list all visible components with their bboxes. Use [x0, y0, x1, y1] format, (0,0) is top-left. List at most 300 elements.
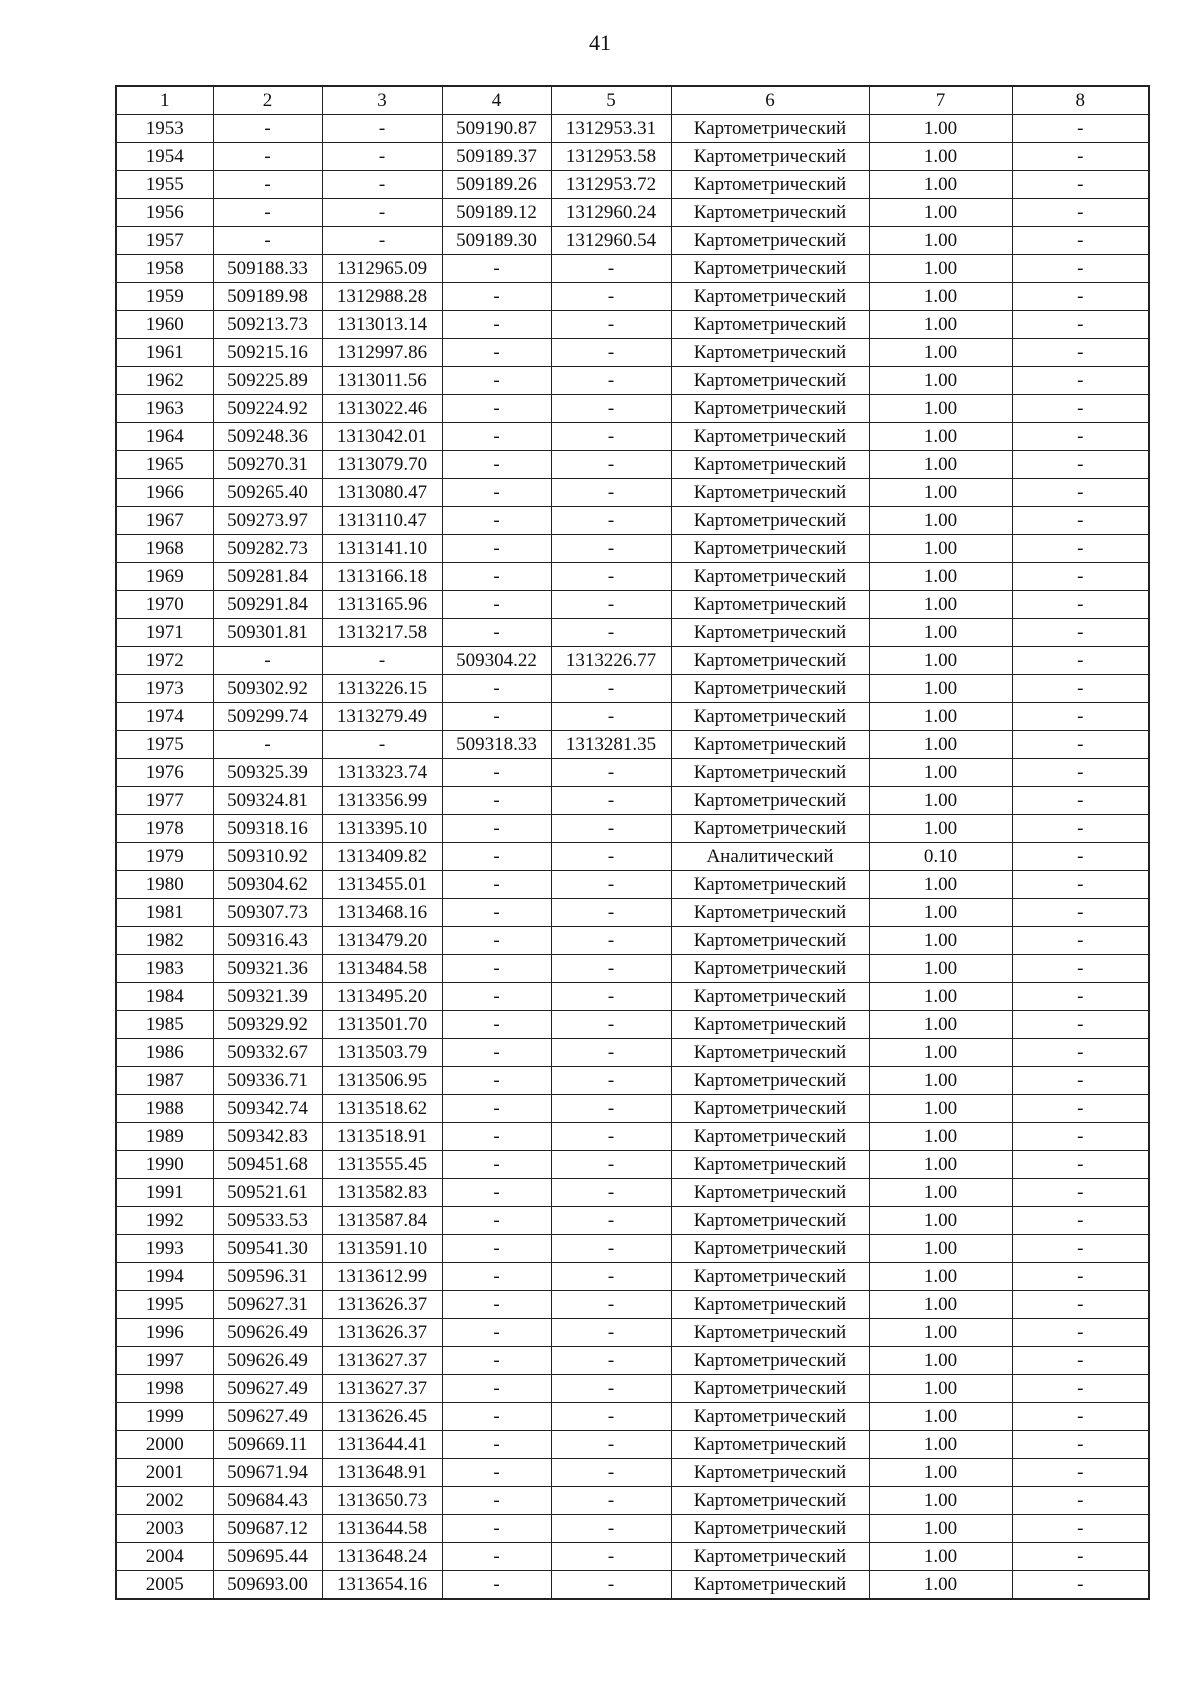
table-cell: -	[551, 283, 671, 311]
table-cell: 1312997.86	[322, 339, 442, 367]
table-cell: 1.00	[869, 731, 1012, 759]
table-cell: -	[442, 283, 551, 311]
table-cell: -	[551, 1319, 671, 1347]
table-cell: 1313323.74	[322, 759, 442, 787]
table-row	[116, 143, 1149, 171]
table-cell: 1313654.16	[322, 1571, 442, 1600]
table-cell: 1313141.10	[322, 535, 442, 563]
table-cell: 1980	[116, 871, 213, 899]
table-row	[116, 339, 1149, 367]
table-cell: 1313582.83	[322, 1179, 442, 1207]
table-cell: -	[1012, 983, 1149, 1011]
table-cell: Картометрический	[671, 1123, 869, 1151]
table-cell: Картометрический	[671, 983, 869, 1011]
table-cell: 1313226.15	[322, 675, 442, 703]
table-cell: 1313506.95	[322, 1067, 442, 1095]
table-cell: Картометрический	[671, 227, 869, 255]
table-cell: Картометрический	[671, 1431, 869, 1459]
table-row	[116, 255, 1149, 283]
table-row	[116, 1095, 1149, 1123]
table-cell: -	[551, 591, 671, 619]
table-cell: 509318.16	[213, 815, 322, 843]
table-cell: 0.10	[869, 843, 1012, 871]
table-cell: -	[1012, 339, 1149, 367]
table-cell: 509213.73	[213, 311, 322, 339]
table-cell: 1.00	[869, 115, 1012, 143]
table-cell: -	[442, 899, 551, 927]
table-cell: -	[551, 1123, 671, 1151]
table-cell: -	[551, 1347, 671, 1375]
table-row	[116, 647, 1149, 675]
table-cell: 1999	[116, 1403, 213, 1431]
table-cell: 1961	[116, 339, 213, 367]
table-cell: 1313011.56	[322, 367, 442, 395]
table-cell: 1955	[116, 171, 213, 199]
table-cell: -	[551, 367, 671, 395]
table-cell: 1313626.45	[322, 1403, 442, 1431]
table-cell: -	[442, 1039, 551, 1067]
table-cell: -	[551, 255, 671, 283]
table-cell: 1.00	[869, 591, 1012, 619]
table-cell: 1996	[116, 1319, 213, 1347]
table-cell: -	[1012, 675, 1149, 703]
table-cell: -	[442, 1319, 551, 1347]
table-cell: -	[1012, 451, 1149, 479]
table-cell: 1312960.54	[551, 227, 671, 255]
table-cell: 2002	[116, 1487, 213, 1515]
table-cell: -	[551, 1067, 671, 1095]
table-cell: -	[213, 199, 322, 227]
table-cell: 1313503.79	[322, 1039, 442, 1067]
table-cell: -	[551, 507, 671, 535]
table-cell: 1973	[116, 675, 213, 703]
table-cell: -	[442, 1515, 551, 1543]
table-cell: 1957	[116, 227, 213, 255]
table-cell: -	[442, 1095, 551, 1123]
table-cell: Картометрический	[671, 1263, 869, 1291]
table-cell: 1979	[116, 843, 213, 871]
table-cell: Картометрический	[671, 255, 869, 283]
table-cell: 1313110.47	[322, 507, 442, 535]
table-cell: Картометрический	[671, 619, 869, 647]
table-cell: 509265.40	[213, 479, 322, 507]
table-cell: 1.00	[869, 899, 1012, 927]
table-cell: Картометрический	[671, 647, 869, 675]
table-cell: 509248.36	[213, 423, 322, 451]
column-header: 3	[322, 86, 442, 115]
table-cell: -	[551, 1487, 671, 1515]
table-cell: 1.00	[869, 479, 1012, 507]
table-cell: 1.00	[869, 983, 1012, 1011]
table-cell: 509332.67	[213, 1039, 322, 1067]
table-cell: 2001	[116, 1459, 213, 1487]
header-row	[116, 86, 1149, 115]
table-row	[116, 367, 1149, 395]
table-cell: -	[1012, 1263, 1149, 1291]
table-cell: 1.00	[869, 1151, 1012, 1179]
table-cell: 1313627.37	[322, 1375, 442, 1403]
table-row	[116, 1515, 1149, 1543]
table-cell: Картометрический	[671, 115, 869, 143]
table-row	[116, 1207, 1149, 1235]
table-cell: 1.00	[869, 1067, 1012, 1095]
table-cell: 509281.84	[213, 563, 322, 591]
table-cell: 2004	[116, 1543, 213, 1571]
table-cell: Картометрический	[671, 311, 869, 339]
table-cell: -	[442, 1123, 551, 1151]
table-cell: 1313022.46	[322, 395, 442, 423]
table-cell: -	[551, 1431, 671, 1459]
table-cell: -	[442, 1207, 551, 1235]
table-cell: 1959	[116, 283, 213, 311]
table-cell: -	[442, 1179, 551, 1207]
table-cell: -	[1012, 199, 1149, 227]
table-cell: Картометрический	[671, 1291, 869, 1319]
table-cell: -	[442, 1067, 551, 1095]
table-cell: Аналитический	[671, 843, 869, 871]
table-cell: 1984	[116, 983, 213, 1011]
table-row	[116, 1235, 1149, 1263]
table-row	[116, 115, 1149, 143]
table-row	[116, 479, 1149, 507]
table-cell: 1997	[116, 1347, 213, 1375]
table-row	[116, 759, 1149, 787]
table-cell: 509189.98	[213, 283, 322, 311]
table-row	[116, 199, 1149, 227]
table-cell: Картометрический	[671, 1403, 869, 1431]
table-cell: 509316.43	[213, 927, 322, 955]
table-row	[116, 535, 1149, 563]
table-cell: 509342.74	[213, 1095, 322, 1123]
table-cell: 509695.44	[213, 1543, 322, 1571]
table-cell: -	[1012, 1403, 1149, 1431]
table-cell: -	[551, 1515, 671, 1543]
table-cell: -	[213, 171, 322, 199]
table-cell: -	[322, 143, 442, 171]
table-cell: Картометрический	[671, 731, 869, 759]
column-header: 2	[213, 86, 322, 115]
table-cell: 1313644.41	[322, 1431, 442, 1459]
table-cell: -	[1012, 787, 1149, 815]
table-cell: 1.00	[869, 339, 1012, 367]
table-cell: 1.00	[869, 647, 1012, 675]
table-cell: 1956	[116, 199, 213, 227]
table-cell: -	[551, 1011, 671, 1039]
table-cell: 509596.31	[213, 1263, 322, 1291]
table-cell: Картометрический	[671, 759, 869, 787]
table-cell: 1313042.01	[322, 423, 442, 451]
table-cell: 509321.36	[213, 955, 322, 983]
table-row	[116, 1543, 1149, 1571]
table-cell: -	[1012, 1431, 1149, 1459]
table-cell: -	[1012, 1011, 1149, 1039]
table-cell: -	[551, 983, 671, 1011]
table-cell: 1313626.37	[322, 1319, 442, 1347]
table-cell: -	[551, 899, 671, 927]
table-cell: -	[551, 311, 671, 339]
table-cell: -	[1012, 1291, 1149, 1319]
table-cell: Картометрический	[671, 507, 869, 535]
table-cell: 1995	[116, 1291, 213, 1319]
table-cell: -	[442, 591, 551, 619]
table-cell: Картометрический	[671, 1459, 869, 1487]
table-cell: 1.00	[869, 1515, 1012, 1543]
table-cell: 2005	[116, 1571, 213, 1600]
table-cell: Картометрический	[671, 1319, 869, 1347]
table-cell: -	[442, 1403, 551, 1431]
table-cell: -	[442, 927, 551, 955]
table-cell: -	[1012, 1179, 1149, 1207]
table-row	[116, 1319, 1149, 1347]
table-cell: 1.00	[869, 1319, 1012, 1347]
table-cell: 1982	[116, 927, 213, 955]
table-cell: Картометрический	[671, 1011, 869, 1039]
table-cell: 1.00	[869, 199, 1012, 227]
table-cell: 1.00	[869, 255, 1012, 283]
table-cell: -	[551, 479, 671, 507]
table-cell: 1313612.99	[322, 1263, 442, 1291]
table-cell: -	[1012, 1459, 1149, 1487]
table-cell: Картометрический	[671, 1487, 869, 1515]
table-cell: -	[551, 675, 671, 703]
table-cell: 509190.87	[442, 115, 551, 143]
table-cell: -	[1012, 619, 1149, 647]
table-cell: 1313626.37	[322, 1291, 442, 1319]
table-row	[116, 815, 1149, 843]
table-cell: Картометрический	[671, 1347, 869, 1375]
table-cell: 1.00	[869, 1459, 1012, 1487]
table-cell: 1.00	[869, 1403, 1012, 1431]
table-cell: 1313080.47	[322, 479, 442, 507]
table-row	[116, 675, 1149, 703]
table-cell: 1313518.62	[322, 1095, 442, 1123]
table-cell: 1.00	[869, 1235, 1012, 1263]
table-cell: 509299.74	[213, 703, 322, 731]
table-cell: 1.00	[869, 367, 1012, 395]
table-cell: -	[442, 1263, 551, 1291]
table-cell: 1.00	[869, 871, 1012, 899]
table-cell: Картометрический	[671, 703, 869, 731]
table-cell: 509291.84	[213, 591, 322, 619]
table-cell: 1313455.01	[322, 871, 442, 899]
table-cell: -	[442, 1487, 551, 1515]
table-cell: 509684.43	[213, 1487, 322, 1515]
table-cell: 1.00	[869, 955, 1012, 983]
table-cell: -	[551, 703, 671, 731]
table-cell: -	[442, 1431, 551, 1459]
table-cell: -	[1012, 1571, 1149, 1600]
table-cell: -	[442, 1459, 551, 1487]
table-cell: -	[551, 1235, 671, 1263]
table-cell: 509627.31	[213, 1291, 322, 1319]
table-cell: 1965	[116, 451, 213, 479]
table-cell: 1978	[116, 815, 213, 843]
table-cell: 1974	[116, 703, 213, 731]
table-row	[116, 619, 1149, 647]
column-header: 4	[442, 86, 551, 115]
table-cell: -	[551, 955, 671, 983]
table-cell: 1313226.77	[551, 647, 671, 675]
table-cell: 1313518.91	[322, 1123, 442, 1151]
table-cell: -	[442, 339, 551, 367]
table-cell: -	[442, 1347, 551, 1375]
table-cell: 1313501.70	[322, 1011, 442, 1039]
table-cell: 1.00	[869, 1543, 1012, 1571]
table-cell: -	[551, 1291, 671, 1319]
table-cell: 1313648.24	[322, 1543, 442, 1571]
table-cell: -	[442, 423, 551, 451]
table-cell: -	[551, 843, 671, 871]
table-cell: 1.00	[869, 535, 1012, 563]
table-cell: Картометрический	[671, 1067, 869, 1095]
table-cell: 1.00	[869, 171, 1012, 199]
table-cell: -	[442, 1543, 551, 1571]
table-cell: 1.00	[869, 1431, 1012, 1459]
column-header: 6	[671, 86, 869, 115]
table-row	[116, 1011, 1149, 1039]
table-cell: 1313079.70	[322, 451, 442, 479]
table-row	[116, 871, 1149, 899]
table-cell: -	[1012, 479, 1149, 507]
table-cell: 509627.49	[213, 1403, 322, 1431]
table-cell: -	[1012, 423, 1149, 451]
table-row	[116, 395, 1149, 423]
table-cell: -	[322, 115, 442, 143]
table-cell: -	[551, 1403, 671, 1431]
table-cell: 1.00	[869, 1039, 1012, 1067]
table-cell: -	[551, 563, 671, 591]
table-cell: 1313166.18	[322, 563, 442, 591]
table-cell: 1.00	[869, 1487, 1012, 1515]
table-cell: 509627.49	[213, 1375, 322, 1403]
table-cell: 1312953.58	[551, 143, 671, 171]
table-body	[116, 115, 1149, 1600]
table-cell: -	[551, 1263, 671, 1291]
table-cell: -	[1012, 227, 1149, 255]
table-cell: -	[322, 227, 442, 255]
table-cell: 1981	[116, 899, 213, 927]
table-cell: -	[442, 535, 551, 563]
table-cell: 1312965.09	[322, 255, 442, 283]
table-cell: 1.00	[869, 1179, 1012, 1207]
table-cell: 1958	[116, 255, 213, 283]
table-cell: Картометрический	[671, 171, 869, 199]
table-cell: 1312953.31	[551, 115, 671, 143]
table-cell: -	[442, 1235, 551, 1263]
table-cell: 1960	[116, 311, 213, 339]
table-cell: 1953	[116, 115, 213, 143]
table-cell: 1313468.16	[322, 899, 442, 927]
table-cell: 1.00	[869, 703, 1012, 731]
table-cell: 509671.94	[213, 1459, 322, 1487]
table-cell: 1313281.35	[551, 731, 671, 759]
table-cell: Картометрический	[671, 871, 869, 899]
table-cell: 1.00	[869, 227, 1012, 255]
table-cell: Картометрический	[671, 479, 869, 507]
table-row	[116, 927, 1149, 955]
table-cell: 509342.83	[213, 1123, 322, 1151]
table-cell: 1.00	[869, 563, 1012, 591]
table-cell: 1313356.99	[322, 787, 442, 815]
table-cell: -	[1012, 815, 1149, 843]
table-cell: -	[551, 927, 671, 955]
table-cell: 509533.53	[213, 1207, 322, 1235]
table-cell: -	[1012, 367, 1149, 395]
table-cell: -	[1012, 955, 1149, 983]
table-cell: 1954	[116, 143, 213, 171]
table-cell: 1.00	[869, 1375, 1012, 1403]
table-row	[116, 787, 1149, 815]
table-cell: -	[442, 1571, 551, 1600]
table-cell: 1.00	[869, 1291, 1012, 1319]
table-cell: 1970	[116, 591, 213, 619]
table-cell: -	[551, 395, 671, 423]
table-cell: -	[442, 787, 551, 815]
table-cell: 1976	[116, 759, 213, 787]
table-cell: 1.00	[869, 451, 1012, 479]
table-cell: 1312953.72	[551, 171, 671, 199]
table-cell: -	[213, 115, 322, 143]
table-cell: 1969	[116, 563, 213, 591]
table-row	[116, 1571, 1149, 1600]
table-cell: 509626.49	[213, 1319, 322, 1347]
table-cell: -	[442, 479, 551, 507]
table-cell: -	[551, 759, 671, 787]
table-cell: -	[322, 199, 442, 227]
table-row	[116, 563, 1149, 591]
table-cell: 1313495.20	[322, 983, 442, 1011]
table-cell: -	[442, 451, 551, 479]
table-cell: 1968	[116, 535, 213, 563]
table-cell: -	[322, 731, 442, 759]
table-cell: 1.00	[869, 507, 1012, 535]
table-cell: -	[1012, 647, 1149, 675]
table-cell: -	[1012, 563, 1149, 591]
table-cell: -	[1012, 1319, 1149, 1347]
table-cell: 1.00	[869, 619, 1012, 647]
table-cell: 509304.22	[442, 647, 551, 675]
table-cell: -	[1012, 115, 1149, 143]
table-cell: 509224.92	[213, 395, 322, 423]
table-cell: -	[1012, 1347, 1149, 1375]
table-cell: -	[322, 647, 442, 675]
table-cell: 1.00	[869, 1011, 1012, 1039]
table-cell: -	[442, 395, 551, 423]
table-cell: -	[1012, 255, 1149, 283]
table-cell: -	[551, 1207, 671, 1235]
table-cell: Картометрический	[671, 675, 869, 703]
table-cell: -	[442, 675, 551, 703]
table-row	[116, 1263, 1149, 1291]
table-cell: Картометрический	[671, 927, 869, 955]
page-number: 41	[589, 30, 611, 55]
table-row	[116, 423, 1149, 451]
table-cell: -	[551, 1375, 671, 1403]
table-cell: -	[1012, 1375, 1149, 1403]
table-cell: -	[442, 311, 551, 339]
table-cell: 509669.11	[213, 1431, 322, 1459]
table-cell: -	[1012, 395, 1149, 423]
table-cell: 1313591.10	[322, 1235, 442, 1263]
table-cell: 1313395.10	[322, 815, 442, 843]
table-row	[116, 227, 1149, 255]
table-cell: 1312960.24	[551, 199, 671, 227]
table-cell: -	[551, 1151, 671, 1179]
table-cell: -	[1012, 171, 1149, 199]
table-cell: 1.00	[869, 1347, 1012, 1375]
table-cell: 1993	[116, 1235, 213, 1263]
table-cell: Картометрический	[671, 563, 869, 591]
